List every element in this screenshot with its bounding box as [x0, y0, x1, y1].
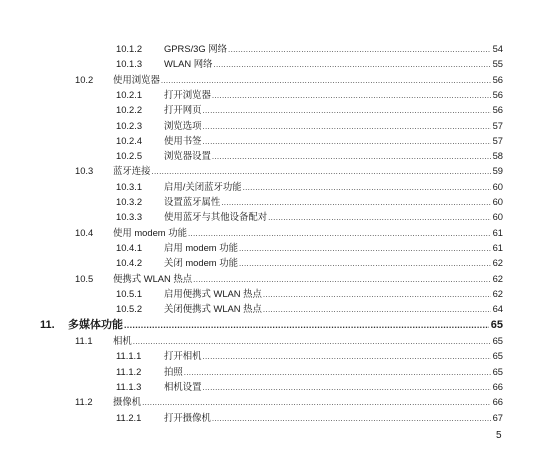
toc-entry-title: 打开相机 [164, 350, 202, 362]
toc-entry-title: WLAN 网络 [164, 58, 213, 70]
dot-leader [212, 88, 491, 103]
toc-entry-title: 关闭便携式 WLAN 热点 [164, 303, 262, 315]
toc-entry-page: 59 [492, 165, 503, 177]
toc-entry-title: 设置蓝牙属性 [164, 196, 221, 207]
dot-leader [184, 365, 491, 380]
toc-entry-title: 浏览器设置 [164, 150, 211, 162]
toc-entry-page: 56 [492, 73, 503, 85]
toc-entry-page: 57 [492, 134, 503, 146]
dot-leader [142, 395, 490, 410]
toc-entry-page: 60 [492, 211, 503, 223]
toc-entry-number: 10.5.1 [116, 287, 143, 299]
dot-leader [239, 256, 491, 271]
toc-entry-page: 62 [492, 272, 503, 284]
toc-entry-title: 打开摄像机 [164, 411, 211, 423]
toc-entry-page: 58 [492, 150, 503, 162]
toc-entry-page: 62 [492, 257, 503, 269]
toc-entry-title: 使用蓝牙与其他设备配对 [164, 211, 268, 223]
toc-entry-number: 10.5.2 [116, 303, 143, 315]
toc-chapter-number: 11. [40, 318, 55, 331]
toc-entry-title: 启用便携式 WLAN 热点 [164, 287, 262, 299]
toc-entry-number: 10.3.3 [116, 211, 143, 223]
dot-leader [228, 42, 491, 57]
dot-leader [203, 349, 491, 364]
toc-entry-number: 11.1.3 [116, 380, 142, 392]
toc-entry-page: 65 [492, 350, 503, 362]
toc-entry-title: 便携式 WLAN 热点 [113, 272, 193, 284]
toc-entry-number: 10.4.2 [116, 257, 143, 269]
toc-entry-number: 11.2 [75, 396, 93, 408]
toc-entry-number: 10.3 [75, 165, 94, 177]
toc-entry-number: 11.1.1 [116, 350, 142, 362]
toc-entry-number: 10.1.2 [116, 43, 143, 54]
dot-leader [212, 149, 491, 164]
toc-entry-title: 关闭 modem 功能 [164, 257, 238, 269]
toc-entry-page: 60 [492, 196, 503, 207]
dot-leader [133, 334, 491, 349]
toc-entry-title: 使用浏览器 [113, 73, 160, 85]
dot-leader [213, 57, 490, 72]
dot-leader [263, 302, 491, 317]
dot-leader [161, 73, 491, 88]
toc-entry-page: 64 [492, 303, 503, 315]
dot-leader [193, 272, 490, 287]
toc-entry-number: 10.3.1 [116, 180, 143, 192]
dot-leader [221, 195, 490, 210]
dot-leader [203, 380, 491, 395]
toc-entry-title: 打开浏览器 [164, 88, 211, 100]
toc-entry-title: 摄像机 [113, 396, 142, 408]
dot-leader [203, 119, 491, 134]
toc-entry-number: 10.1.3 [116, 58, 143, 70]
dot-leader [212, 411, 491, 426]
toc-entry-title: 使用 modem 功能 [113, 226, 187, 238]
toc-entry-page: 65 [492, 365, 503, 377]
toc-entry-title: 拍照 [164, 365, 183, 377]
toc-entry-title: 相机 [113, 335, 132, 346]
toc-entry-page: 57 [492, 119, 503, 131]
page-number: 5 [496, 430, 502, 441]
dot-leader [188, 226, 491, 241]
toc-entry-page: 55 [492, 58, 503, 70]
toc-entry-number: 11.1.2 [116, 365, 142, 377]
toc-entry-number: 10.2.1 [116, 88, 143, 100]
toc-entry-number: 10.4.1 [116, 241, 143, 253]
toc-entry-page: 66 [492, 396, 503, 408]
toc-entry-page: 54 [492, 43, 503, 54]
toc-entry-number: 10.2.5 [116, 150, 143, 162]
toc-entry-page: 56 [492, 104, 503, 116]
toc-entry-page: 61 [492, 226, 503, 238]
toc-entry-number: 10.5 [75, 272, 94, 284]
toc-entry-title: 相机设置 [164, 380, 202, 392]
toc-entry-page: 56 [492, 88, 503, 100]
toc-entry-number: 10.3.2 [116, 196, 143, 207]
toc-entry-page: 65 [492, 335, 503, 346]
dot-leader [263, 287, 491, 302]
toc-entry-number: 10.2.3 [116, 119, 143, 131]
toc-entry-title: 浏览选项 [164, 119, 202, 131]
toc-entry-number: 10.4 [75, 226, 94, 238]
toc-entry-page: 67 [492, 411, 503, 423]
dot-leader [268, 210, 490, 225]
dot-leader [203, 103, 491, 118]
toc-entry-number: 10.2 [75, 73, 94, 85]
dot-leader [243, 180, 491, 195]
toc-entry-page: 66 [492, 380, 503, 392]
toc-entry-title: 蓝牙连接 [113, 165, 151, 177]
dot-leader [124, 317, 489, 334]
toc-entry-title: 打开网页 [164, 104, 202, 116]
toc-entry-title: GPRS/3G 网络 [164, 43, 228, 54]
toc-chapter-page: 65 [490, 318, 503, 331]
toc-entry-number: 10.2.4 [116, 134, 143, 146]
toc-entry-number: 11.1 [75, 335, 93, 346]
toc-entry-title: 启用/关闭蓝牙功能 [164, 180, 242, 192]
toc-entry-title: 启用 modem 功能 [164, 241, 238, 253]
toc-entry-page: 61 [492, 241, 503, 253]
toc-chapter-title: 多媒体功能 [68, 318, 123, 331]
toc-entry-title: 使用书签 [164, 134, 202, 146]
dot-leader [239, 241, 491, 256]
toc-entry-page: 62 [492, 287, 503, 299]
dot-leader [152, 164, 491, 179]
toc-entry-page: 60 [492, 180, 503, 192]
dot-leader [203, 134, 491, 149]
toc-entry-number: 11.2.1 [116, 411, 142, 423]
toc-entry-number: 10.2.2 [116, 104, 143, 116]
